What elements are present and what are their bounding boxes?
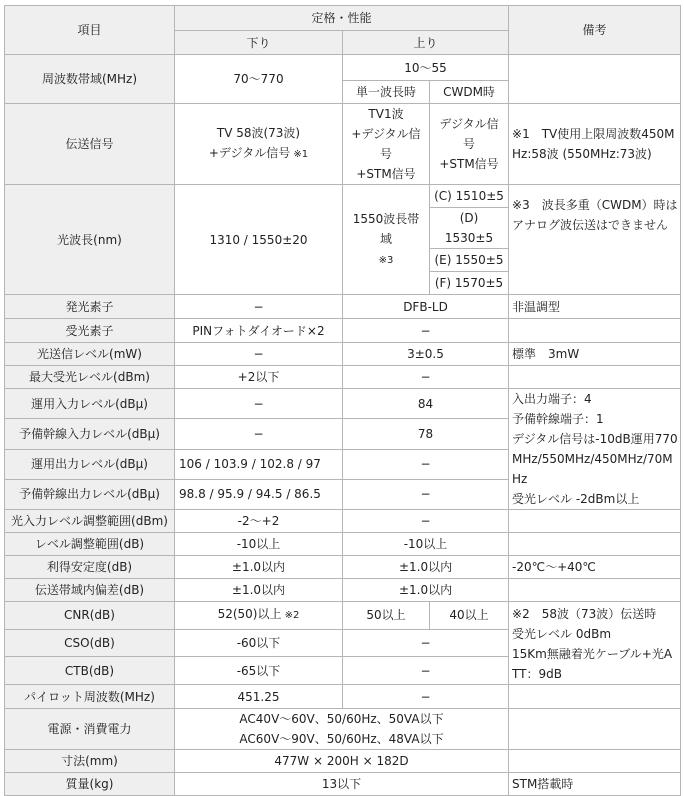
row-label-op-out: 運用出力レベル(dBμ) [5, 449, 175, 479]
wavelength-down: 1310 / 1550±20 [175, 185, 343, 295]
io-remarks: 入出力端子：4 予備幹線端子：1 デジタル信号は-10dB運用770MHz/550MHz/450MHz/70MHz 受光レベル -2dBm以上 [509, 389, 681, 510]
signal-down-text: TV 58波(73波) +デジタル信号 [208, 126, 301, 160]
cnr-down-note: ※2 [281, 610, 300, 622]
freq-remarks [509, 55, 681, 104]
pilot-remarks [509, 685, 681, 709]
spec-table [4, 5, 681, 796]
header-item: 項目 [5, 6, 175, 55]
row-label-frequency: 周波数帯域(MHz) [5, 55, 175, 104]
lvl-adj-up: -10以上 [343, 533, 509, 556]
max-rx-remarks [509, 366, 681, 389]
power-value: AC40V〜60V、50/60Hz、50VA以下 AC60V〜90V、50/60Hz、48VA以下 [175, 709, 509, 750]
opt-adj-remarks [509, 510, 681, 533]
row-label-lvl-adj: レベル調整範囲(dB) [5, 533, 175, 556]
freq-up-single-label: 単一波長時 [343, 81, 430, 104]
cso-down: -60以下 [175, 629, 343, 657]
size-remarks [509, 750, 681, 773]
spare-out-up: − [343, 479, 509, 509]
signal-remarks: ※1 TV使用上限周波数450MHz:58波 (550MHz:73波) [509, 104, 681, 185]
receiver-down: PINフォトダイオード×2 [175, 319, 343, 343]
emitter-down: − [175, 295, 343, 319]
opt-adj-down: -2〜+2 [175, 510, 343, 533]
emitter-remarks: 非温調型 [509, 295, 681, 319]
tx-level-remarks: 標準 3mW [509, 343, 681, 366]
receiver-up: − [343, 319, 509, 343]
row-label-emitter: 発光素子 [5, 295, 175, 319]
spare-in-down: − [175, 419, 343, 449]
header-remarks: 備考 [509, 6, 681, 55]
ctb-up: − [343, 657, 509, 685]
receiver-remarks [509, 319, 681, 343]
freq-down: 70〜770 [175, 55, 343, 104]
cnr-up-cwdm: 40以上 [430, 602, 509, 630]
row-label-pilot: パイロット周波数(MHz) [5, 685, 175, 709]
signal-up-single: TV1波 +デジタル信号 +STM信号 [343, 104, 430, 185]
row-label-ctb: CTB(dB) [5, 657, 175, 685]
freq-up-cwdm-label: CWDM時 [430, 81, 509, 104]
row-label-opt-adj: 光入力レベル調整範囲(dBm) [5, 510, 175, 533]
row-label-flat: 伝送帯域内偏差(dB) [5, 579, 175, 602]
ctb-down: -65以下 [175, 657, 343, 685]
wavelength-up-single [343, 185, 430, 295]
max-rx-down: +2以下 [175, 366, 343, 389]
flat-remarks [509, 579, 681, 602]
gain-down: ±1.0以内 [175, 556, 343, 579]
weight-value: 13以下 [175, 773, 509, 796]
row-label-op-in: 運用入力レベル(dBμ) [5, 389, 175, 419]
signal-up-cwdm: デジタル信号 +STM信号 [430, 104, 509, 185]
signal-down-note: ※1 [290, 149, 309, 160]
max-rx-up: − [343, 366, 509, 389]
op-in-down: − [175, 389, 343, 419]
power-remarks [509, 709, 681, 750]
cso-up: − [343, 629, 509, 657]
tx-level-down: − [175, 343, 343, 366]
gain-remarks: -20℃〜+40℃ [509, 556, 681, 579]
lvl-adj-remarks [509, 533, 681, 556]
cnr-up-single: 50以上 [343, 602, 430, 630]
header-spec: 定格・性能 [175, 6, 509, 31]
row-label-spare-in: 予備幹線入力レベル(dBμ) [5, 419, 175, 449]
cwdm-wavelength: (C) 1510±5 [430, 185, 509, 208]
tx-level-up: 3±0.5 [343, 343, 509, 366]
signal-down [175, 104, 343, 185]
spare-in-up: 78 [343, 419, 509, 449]
cwdm-wavelength: (E) 1550±5 [430, 249, 509, 272]
cnr-down [175, 602, 343, 630]
op-in-up: 84 [343, 389, 509, 419]
row-label-signal: 伝送信号 [5, 104, 175, 185]
header-down: 下り [175, 31, 343, 55]
wavelength-remarks: ※3 波長多重（CWDM）時はアナログ波伝送はできません [509, 185, 681, 295]
row-label-power: 電源・消費電力 [5, 709, 175, 750]
wavelength-up-single-note: ※3 [378, 254, 394, 266]
lvl-adj-down: -10以上 [175, 533, 343, 556]
row-label-tx-level: 光送信レベル(mW) [5, 343, 175, 366]
row-label-max-rx: 最大受光レベル(dBm) [5, 366, 175, 389]
weight-remarks: STM搭載時 [509, 773, 681, 796]
row-label-cnr: CNR(dB) [5, 602, 175, 630]
freq-up: 10〜55 [343, 55, 509, 81]
header-up: 上り [343, 31, 509, 55]
cwdm-wavelength: (F) 1570±5 [430, 272, 509, 295]
row-label-spare-out: 予備幹線出力レベル(dBμ) [5, 479, 175, 509]
pilot-down: 451.25 [175, 685, 343, 709]
row-label-weight: 質量(kg) [5, 773, 175, 796]
row-label-gain: 利得安定度(dB) [5, 556, 175, 579]
row-label-receiver: 受光素子 [5, 319, 175, 343]
gain-up: ±1.0以内 [343, 556, 509, 579]
row-label-wavelength: 光波長(nm) [5, 185, 175, 295]
row-label-cso: CSO(dB) [5, 629, 175, 657]
flat-up: ±1.0以内 [343, 579, 509, 602]
cnr-remarks: ※2 58波（73波）伝送時 受光レベル 0dBm 15Km無融着光ケーブル+光ATT：9dB [509, 602, 681, 685]
cwdm-wavelength: (D) 1530±5 [430, 208, 509, 249]
emitter-up: DFB-LD [343, 295, 509, 319]
row-label-size: 寸法(mm) [5, 750, 175, 773]
op-out-down: 106 / 103.9 / 102.8 / 97 [175, 449, 343, 479]
op-out-up: − [343, 449, 509, 479]
spare-out-down: 98.8 / 95.9 / 94.5 / 86.5 [175, 479, 343, 509]
opt-adj-up: − [343, 510, 509, 533]
wavelength-up-single-text: 1550波長帯域 [352, 211, 420, 246]
flat-down: ±1.0以内 [175, 579, 343, 602]
pilot-up: − [343, 685, 509, 709]
size-value: 477W × 200H × 182D [175, 750, 509, 773]
cnr-down-text: 52(50)以上 [217, 607, 282, 622]
